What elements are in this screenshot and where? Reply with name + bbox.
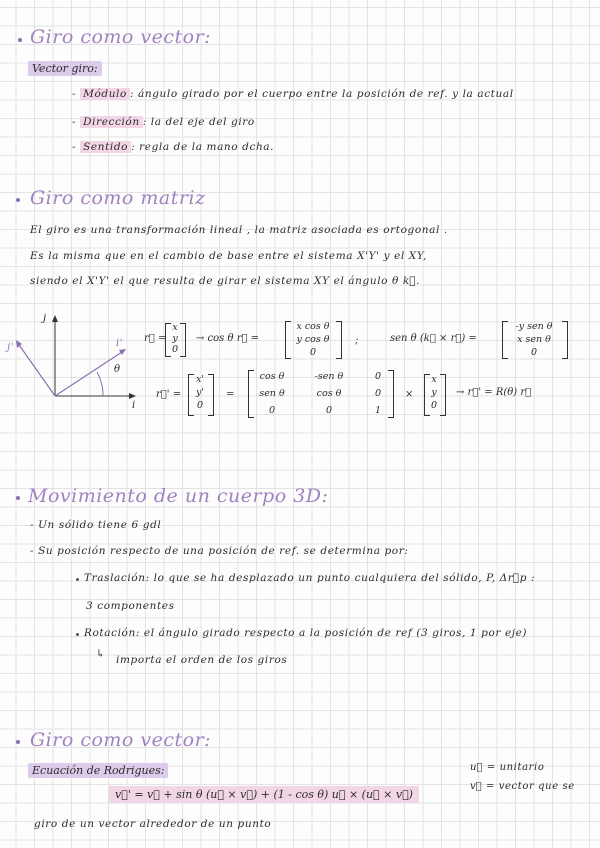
bracket xyxy=(388,370,394,418)
vector-cell: x sen θ xyxy=(517,334,551,345)
section-title-movimiento: Movimiento de un cuerpo 3D: xyxy=(28,485,329,507)
vector-cell: y xyxy=(431,387,437,398)
angle-label-theta: θ xyxy=(114,364,121,375)
sub-arrow: ↳ xyxy=(96,648,106,660)
text-line: 3 componentes xyxy=(86,600,175,612)
eq2-times: × xyxy=(405,389,414,400)
list-item: - Módulo : ángulo girado por el cuerpo entre la posición de ref. y la actual xyxy=(72,88,514,100)
bullet-dot xyxy=(16,740,20,744)
eq2-equals: = xyxy=(226,389,235,400)
vector-cell: x xyxy=(172,322,178,333)
axis-label-j-prime: j' xyxy=(7,342,15,353)
bracket xyxy=(208,374,214,416)
list-item: - Sentido : regla de la mano dcha. xyxy=(72,141,275,153)
eq1-semicolon: ; xyxy=(355,335,359,346)
matrix-cell: sen θ xyxy=(259,388,285,399)
legend-unitario: u⃗ = unitario xyxy=(470,762,545,773)
matrix-cell: -sen θ xyxy=(314,371,344,382)
matrix-cell: 0 xyxy=(268,405,276,416)
axis-label-i: i xyxy=(132,400,136,411)
text-line: Es la misma que en el cambio de base entre el sistema X'Y' y el XY, xyxy=(30,250,427,262)
text-line: Rotación: el ángulo girado respecto a la posición de ref (3 giros, 1 por eje) xyxy=(84,627,528,639)
label-rodrigues: Ecuación de Rodrigues: xyxy=(28,763,168,778)
vector-cell: y' xyxy=(196,387,204,398)
text-line: - Su posición respecto de una posición de ref. se determina por: xyxy=(30,545,409,557)
text-line: giro de un vector alrededor de un punto xyxy=(34,818,272,830)
bullet-dot xyxy=(16,198,20,202)
text-line: - Un sólido tiene 6 gdl xyxy=(30,519,162,531)
eq1-sin-lhs: sen θ (k⃗ × r⃗) = xyxy=(390,333,477,344)
eq2-lhs: r⃗' = xyxy=(156,389,182,400)
section-title-giro-vector-2: Giro como vector: xyxy=(30,729,212,751)
axis-label-j: j xyxy=(43,313,47,324)
matrix-cell: 0 xyxy=(374,388,382,399)
vector-cell: 0 xyxy=(430,400,438,411)
bullet-dot xyxy=(76,633,79,636)
eq1-arrow: → cos θ r⃗ = xyxy=(196,333,260,344)
vector-cell: y xyxy=(172,333,178,344)
bracket xyxy=(336,321,342,359)
vector-cell: 0 xyxy=(171,344,179,355)
matrix-cell: cos θ xyxy=(316,388,342,399)
bracket xyxy=(440,374,446,416)
matrix-cell: cos θ xyxy=(259,371,285,382)
vector-cell: 0 xyxy=(309,347,317,358)
bracket xyxy=(180,323,186,357)
label-vector-giro: Vector giro: xyxy=(28,61,102,76)
axis-label-i-prime: i' xyxy=(116,338,124,349)
bullet-dot xyxy=(18,38,22,42)
legend-vector: v⃗ = vector que se xyxy=(470,781,575,792)
rodrigues-equation: v⃗' = v⃗ + sin θ (u⃗ × v⃗) + (1 - cos θ) u⃗ × (u⃗ × v⃗) xyxy=(109,786,419,803)
text-line: importa el orden de los giros xyxy=(116,654,288,666)
eq1-lhs: r⃗ = xyxy=(144,333,167,344)
matrix-cell: 0 xyxy=(374,371,382,382)
vector-cell: x xyxy=(431,374,437,385)
matrix-cell: 1 xyxy=(374,405,382,416)
vector-cell: 0 xyxy=(196,400,204,411)
list-item: - Dirección : la del eje del giro xyxy=(72,116,255,128)
section-title-giro-matriz: Giro como matriz xyxy=(30,187,206,209)
vector-cell: 0 xyxy=(530,347,538,358)
eq2-rhs: → r⃗' = R(θ) r⃗ xyxy=(456,387,532,398)
section-title-giro-vector: Giro como vector: xyxy=(30,26,212,48)
bracket xyxy=(562,321,568,359)
text-line: siendo el X'Y' el que resulta de girar el sistema XY el ángulo θ k⃗. xyxy=(30,275,421,287)
vector-cell: x cos θ xyxy=(296,321,330,332)
vector-cell: x' xyxy=(196,374,204,385)
vector-cell: -y sen θ xyxy=(515,321,553,332)
text-line: Traslación: lo que se ha desplazado un punto cualquiera del sólido, P, Δr⃗p : xyxy=(84,572,536,584)
bullet-dot xyxy=(16,496,20,500)
bullet-dot xyxy=(76,578,79,581)
vector-cell: y cos θ xyxy=(296,334,330,345)
matrix-cell: 0 xyxy=(325,405,333,416)
rotation-axes-diagram xyxy=(5,312,145,412)
text-line: El giro es una transformación lineal , la matriz asociada es ortogonal . xyxy=(30,224,448,236)
